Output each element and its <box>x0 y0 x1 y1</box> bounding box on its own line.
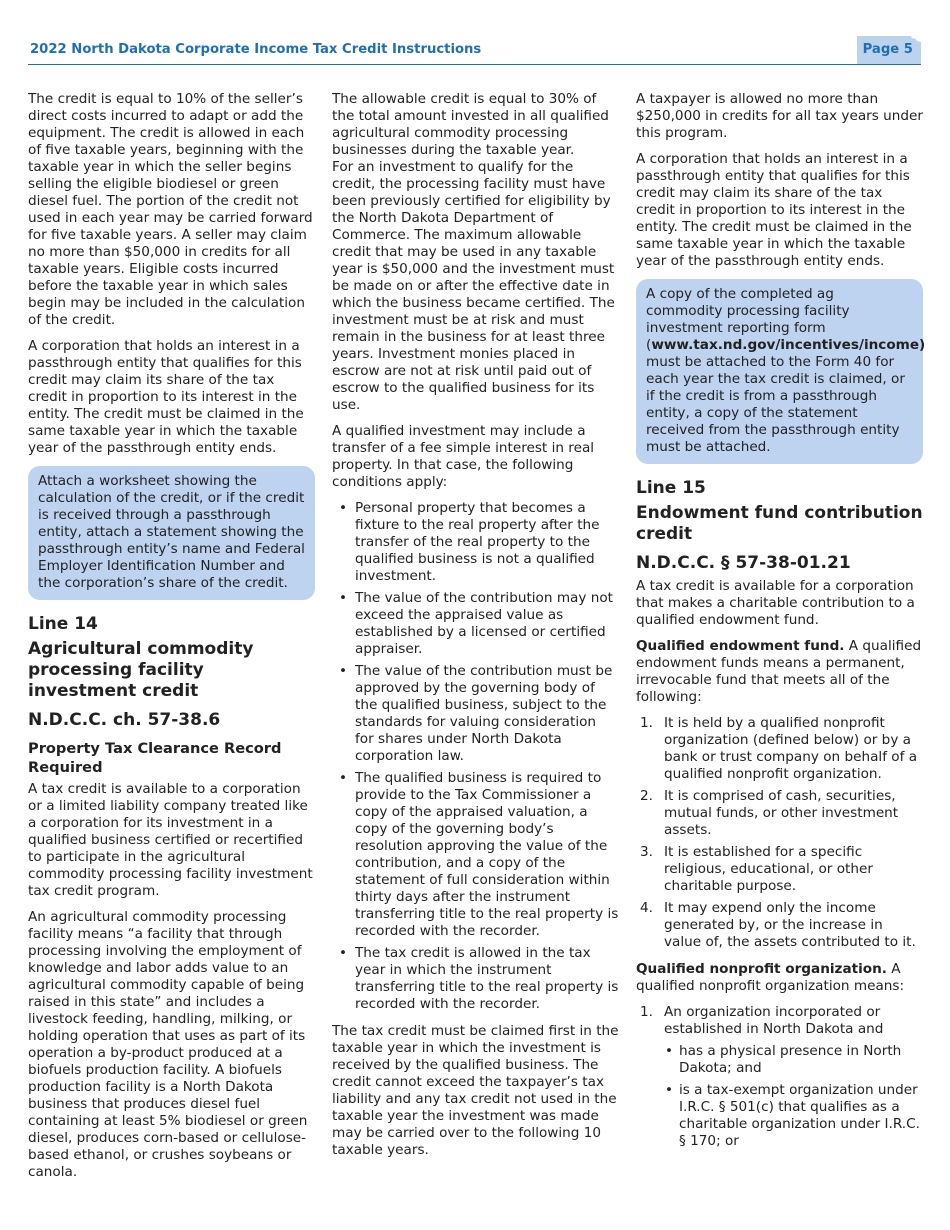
paragraph: A tax credit is available for a corporation that makes a charitable contribution to a qualified endowment fund. <box>636 578 915 628</box>
paragraph <box>332 91 619 414</box>
list-item <box>640 715 923 783</box>
list-number: 1. <box>640 715 653 731</box>
column-2 <box>332 91 619 1168</box>
list-number: 2. <box>640 788 653 804</box>
list-item <box>640 1004 923 1150</box>
list-number: 4. <box>640 900 653 916</box>
section-title: Agricultural commodity processing facility investment credit <box>28 639 254 701</box>
paragraph-part: For an investment to qualify for the credit, the processing facility must have been previously certified for eligibility by the North Dakota Department of Commerce. The maximum allowable credit that may be used in any taxable year is $50,000 and the investment must be made on or after the effective date in which the business became certified. The investment must be at risk and must remain in the business for at least three years. Investment monies placed in escrow are not at risk until paid out of escrow to the qualified business for its use. <box>332 159 615 413</box>
callout-text: A copy of the completed ag commodity processing facility investment reporting form ( <box>646 286 850 353</box>
callout-box <box>636 279 926 464</box>
section-statute: N.D.C.C. ch. 57-38.6 <box>28 710 221 730</box>
paragraph <box>636 638 923 706</box>
paragraph: A corporation that holds an interest in a passthrough entity that qualifies for this credit may claim its share of the tax credit in proportion to its interest in the entity. The credit must be claimed in the same taxable year in which the taxable year of the passthrough entity ends. <box>28 338 304 456</box>
list-text: It is established for a specific religious, educational, or other charitable purpose. <box>664 844 873 894</box>
callout-box: Attach a worksheet showing the calculation of the credit, or if the credit is received through a passthrough entity, attach a statement showing the passthrough entity’s name and Federal Employer Identification Number and the corporation’s share of the credit. <box>28 466 315 600</box>
nonprofit-criteria-list <box>636 1004 923 1150</box>
list-item: • The value of the contribution must be approved by the governing body of the qualified business, subject to the standards for valuing consideration for shares under North Dakota corporation law. <box>355 663 619 765</box>
term-text: A qualified endowment funds means a permanent, irrevocable fund that meets all of the following: <box>636 638 922 705</box>
sub-list-item: • has a physical presence in North Dakota; and <box>679 1043 923 1077</box>
list-item <box>640 900 923 951</box>
term-label: Qualified endowment fund. <box>636 638 845 654</box>
endowment-criteria-list <box>636 715 923 951</box>
sub-list <box>664 1043 923 1150</box>
form-link[interactable]: www.tax.nd.gov/incentives/income) <box>651 337 926 353</box>
subheading: Property Tax Clearance Record Required <box>28 740 282 776</box>
section-line: Line 14 <box>28 614 98 634</box>
sub-list-item: • is a tax-exempt organization under I.R.C. § 501(c) that qualifies as a charitable organization under I.R.C. § 170; or <box>679 1082 923 1150</box>
list-number: 1. <box>640 1004 653 1020</box>
document-title: 2022 North Dakota Corporate Income Tax Credit Instructions <box>30 42 482 57</box>
list-item <box>640 788 923 839</box>
list-item: • The qualified business is required to provide to the Tax Commissioner a copy of the appraised valuation, a copy of the governing body’s resolution approving the value of the contribution, and a copy of the statement of full consideration within thirty days after the instrument transferring title to the real property is recorded with the recorder. <box>355 770 619 940</box>
list-item: • The value of the contribution may not exceed the appraised value as established by a licensed or certified appraiser. <box>355 590 619 658</box>
section-title: Endowment fund contribution credit <box>636 503 923 544</box>
list-text: It may expend only the income generated by, or the increase in value of, the assets contributed to it. <box>664 900 916 950</box>
term-text: A qualified nonprofit organization means: <box>636 961 905 994</box>
list-item: • Personal property that becomes a fixture to the real property after the transfer of the real property to the qualified business is not a qualified investment. <box>355 500 619 585</box>
callout-text: must be attached to the Form 40 for each year the tax credit is claimed, or if the credit is from a passthrough entity, a copy of the statement received from the passthrough entity must be attached. <box>646 354 905 455</box>
term-label: Qualified nonprofit organization. <box>636 961 887 977</box>
page-header <box>28 36 921 65</box>
paragraph-part: The allowable credit is equal to 30% of the total amount invested in all qualified agricultural commodity processing businesses during the taxable year. <box>332 91 609 158</box>
column-1 <box>28 91 315 1190</box>
paragraph: The tax credit must be claimed first in the taxable year in which the investment is received by the qualified business. The credit cannot exceed the taxpayer’s tax liability and any tax credit not used in the taxable year the investment was made may be carried over to the following 10 taxable years. <box>332 1023 619 1158</box>
list-number: 3. <box>640 844 653 860</box>
paragraph: The credit is equal to 10% of the seller’s direct costs incurred to adapt or add the equipment. The credit is allowed in each of five taxable years, beginning with the taxable year in which the seller begins selling the eligible biodiesel or green diesel fuel. The portion of the credit not used in each year may be carried forward for five taxable years. A seller may claim no more than $50,000 in credits for all taxable years. Eligible costs incurred before the taxable year in which sales begin may be included in the calculation of the credit. <box>28 91 313 328</box>
list-item: • The tax credit is allowed in the tax year in which the instrument transferring title to the real property is recorded with the recorder. <box>355 945 619 1013</box>
list-text: It is held by a qualified nonprofit organization (defined below) or by a bank or trust company on behalf of a qualified nonprofit organization. <box>664 715 918 782</box>
paragraph <box>636 961 923 995</box>
section-statute: N.D.C.C. § 57-38-01.21 <box>636 553 851 573</box>
paragraph: A tax credit is available to a corporation or a limited liability company treated like a corporation for its investment in a qualified business certified or recertified to participate in the agricultural commodity processing facility investment tax credit program. <box>28 781 313 899</box>
paragraph: A taxpayer is allowed no more than $250,000 in credits for all tax years under this program. <box>636 91 923 141</box>
list-item <box>640 844 923 895</box>
paragraph: A corporation that holds an interest in a passthrough entity that qualifies for this credit may claim its share of the tax credit in proportion to its interest in the entity. The credit must be claimed in the same taxable year in which the taxable year of the passthrough entity ends. <box>636 151 912 269</box>
list-text: An organization incorporated or established in North Dakota and <box>664 1004 884 1037</box>
column-3 <box>636 91 926 1160</box>
section-line: Line 15 <box>636 478 706 498</box>
paragraph: A qualified investment may include a transfer of a fee simple interest in real property. In that case, the following conditions apply: <box>332 423 595 490</box>
paragraph: An agricultural commodity processing facility means “a facility that through processing involving the employment of knowledge and labor adds value to an agricultural commodity capable of being raised in this state” and includes a livestock feeding, handling, milking, or holding operation that uses as part of its operation a by-product produced at a biofuels production facility. A biofuels production facility is a North Dakota business that produces diesel fuel containing at least 5% biodiesel or green diesel, produces corn-based or cellulose-based ethanol, or crushes soybeans or canola. <box>28 909 308 1180</box>
list-text: It is comprised of cash, securities, mutual funds, or other investment assets. <box>664 788 899 838</box>
page-number: Page 5 <box>862 42 913 57</box>
conditions-list <box>332 500 619 1013</box>
